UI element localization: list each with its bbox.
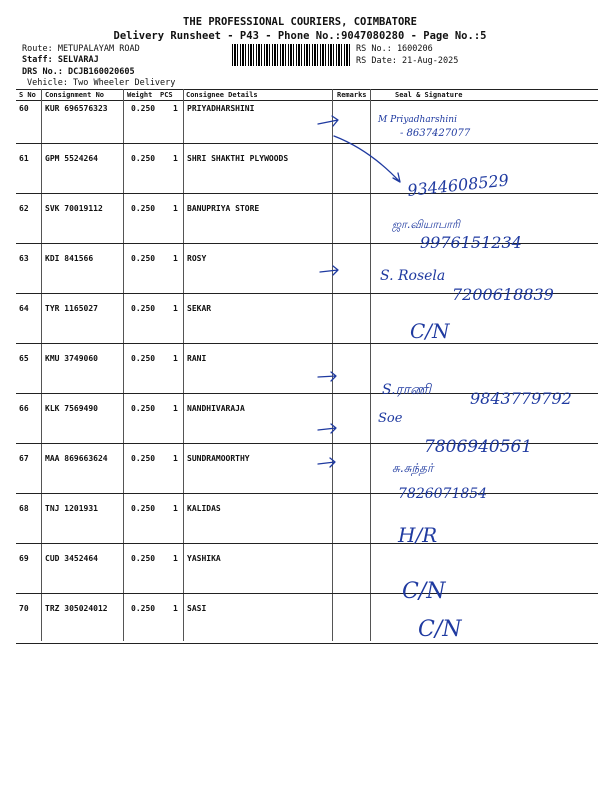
- signature-63-phone: 7200618839: [452, 285, 554, 304]
- signature-65-name: S.ராணி: [382, 382, 431, 398]
- cell-weight: 0.250: [131, 604, 156, 613]
- rs-number: RS No.: 1600206: [356, 44, 433, 54]
- cell-pcs: 1: [173, 154, 178, 163]
- cell-sno: 69: [19, 554, 29, 563]
- cell-pcs: 1: [173, 404, 178, 413]
- cell-weight: 0.250: [131, 254, 156, 263]
- cell-consignee: YASHIKA: [187, 554, 221, 563]
- vehicle-label: Vehicle: Two Wheeler Delivery: [27, 78, 176, 88]
- signature-65-phone: 9843779792: [470, 389, 572, 408]
- runsheet-subtitle: Delivery Runsheet - P43 - Phone No.:9047080280 - Page No.:5: [113, 30, 487, 42]
- header-seal-signature: Seal & Signature: [395, 91, 463, 99]
- remark-arrow-icon: [318, 372, 336, 381]
- cell-consignee: SASI: [187, 604, 207, 613]
- cell-sno: 60: [19, 104, 29, 113]
- signature-66-name: Soe: [378, 411, 403, 426]
- cell-consignee: KALIDAS: [187, 504, 221, 513]
- cell-consignee: RANI: [187, 354, 207, 363]
- cell-consignment: CUD 3452464: [45, 554, 98, 563]
- cell-consignment: KMU 3749060: [45, 354, 98, 363]
- cell-weight: 0.250: [131, 304, 156, 313]
- cell-pcs: 1: [173, 104, 178, 113]
- cell-weight: 0.250: [131, 454, 156, 463]
- signature-62-phone: 9976151234: [420, 233, 522, 252]
- cell-consignment: KUR 696576323: [45, 104, 108, 113]
- cell-sno: 67: [19, 454, 29, 463]
- cell-consignment: TNJ 1201931: [45, 504, 98, 513]
- signature-64-code: C/N: [410, 319, 450, 343]
- header-consignment: Consignment No: [45, 91, 105, 99]
- cell-consignment: TYR 1165027: [45, 304, 98, 313]
- cell-sno: 64: [19, 304, 29, 313]
- cell-pcs: 1: [173, 454, 178, 463]
- signature-60-name: M Priyadharshini: [378, 115, 457, 125]
- cell-weight: 0.250: [131, 154, 156, 163]
- cell-consignment: KLK 7569490: [45, 404, 98, 413]
- cell-sno: 70: [19, 604, 29, 613]
- cell-consignment: TRZ 305024012: [45, 604, 108, 613]
- signature-63-name: S. Rosela: [380, 268, 446, 284]
- header-weight: Weight: [127, 91, 153, 99]
- remark-arrow-icon: [318, 116, 338, 126]
- remark-arrow-icon: [318, 458, 335, 467]
- signature-62-name: ஜா.வியாபாரி: [392, 218, 460, 231]
- remark-arrow-icon: [318, 424, 336, 433]
- signature-69-code: C/N: [402, 579, 446, 604]
- signature-70-code: C/N: [418, 617, 462, 642]
- cell-weight: 0.250: [131, 554, 156, 563]
- cell-sno: 66: [19, 404, 29, 413]
- cell-weight: 0.250: [131, 104, 156, 113]
- cell-consignment: SVK 70019112: [45, 204, 103, 213]
- header-sno: S No: [19, 91, 36, 99]
- cell-sno: 65: [19, 354, 29, 363]
- cell-sno: 68: [19, 504, 29, 513]
- cell-consignment: MAA 869663624: [45, 454, 108, 463]
- cell-sno: 63: [19, 254, 29, 263]
- cell-pcs: 1: [173, 504, 178, 513]
- cell-consignee: ROSY: [187, 254, 207, 263]
- company-title: THE PROFESSIONAL COURIERS, COIMBATORE: [183, 16, 417, 28]
- cell-pcs: 1: [173, 254, 178, 263]
- cell-consignee: SUNDRAMOORTHY: [187, 454, 250, 463]
- signature-61-phone: 9344608529: [406, 170, 510, 200]
- header-remarks: Remarks: [337, 91, 367, 99]
- cell-pcs: 1: [173, 554, 178, 563]
- cell-consignment: KDI 841566: [45, 254, 94, 263]
- signature-67-name: சு.சுந்தர்: [392, 461, 434, 475]
- signature-60-phone: - 8637427077: [400, 128, 471, 139]
- cell-pcs: 1: [173, 204, 178, 213]
- drs-label: DRS No.: DCJB160020605: [22, 67, 135, 77]
- cell-consignee: PRIYADHARSHINI: [187, 104, 255, 113]
- signature-67-phone: 7826071854: [398, 486, 488, 502]
- rs-date: RS Date: 21-Aug-2025: [356, 56, 459, 66]
- cell-pcs: 1: [173, 304, 178, 313]
- header-consignee: Consignee Details: [186, 91, 258, 99]
- cell-consignee: BANUPRIYA STORE: [187, 204, 260, 213]
- remark-arrow-icon: [334, 136, 400, 182]
- route-label: Route: METUPALAYAM ROAD: [22, 44, 140, 54]
- cell-weight: 0.250: [131, 204, 156, 213]
- cell-consignee: SHRI SHAKTHI PLYWOODS: [187, 154, 289, 163]
- cell-pcs: 1: [173, 354, 178, 363]
- remark-arrow-icon: [320, 266, 338, 275]
- signature-68-code: H/R: [398, 523, 438, 547]
- cell-weight: 0.250: [131, 504, 156, 513]
- cell-consignment: GPM 5524264: [45, 154, 98, 163]
- cell-consignee: NANDHIVARAJA: [187, 404, 245, 413]
- signature-66-phone: 7806940561: [424, 437, 533, 457]
- cell-consignee: SEKAR: [187, 304, 212, 313]
- cell-weight: 0.250: [131, 404, 156, 413]
- header-pcs: PCS: [160, 91, 173, 99]
- staff-label: Staff: SELVARAJ: [22, 55, 99, 65]
- cell-pcs: 1: [173, 604, 178, 613]
- cell-sno: 62: [19, 204, 29, 213]
- cell-weight: 0.250: [131, 354, 156, 363]
- cell-sno: 61: [19, 154, 29, 163]
